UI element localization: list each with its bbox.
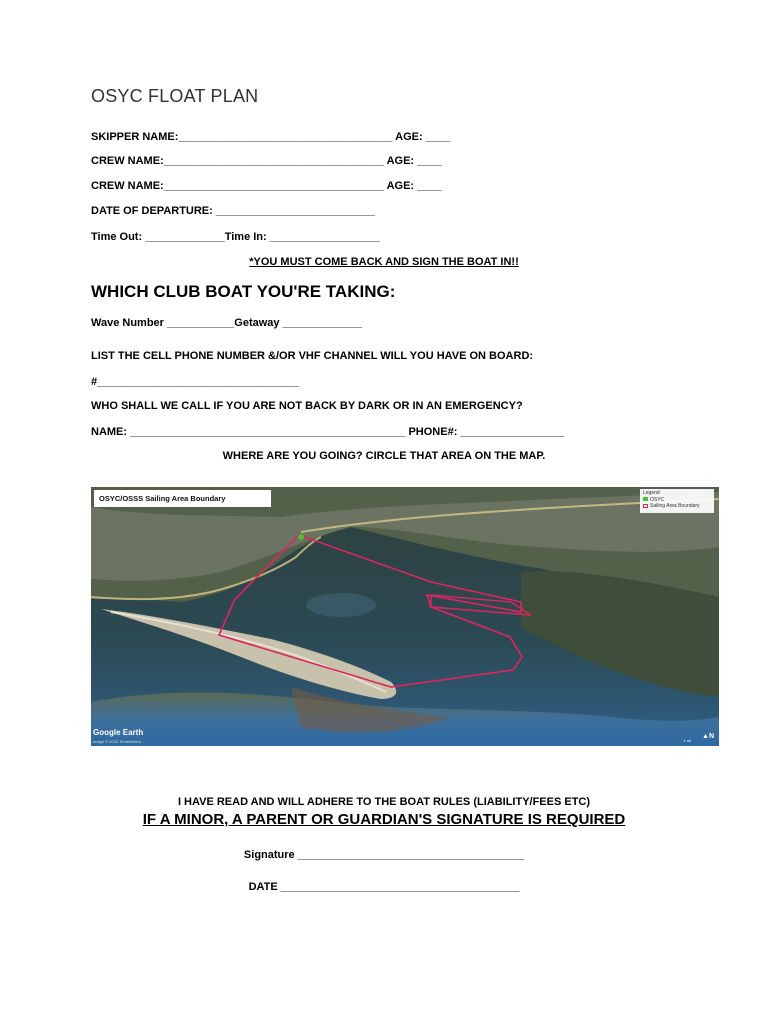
map-prompt: WHERE ARE YOU GOING? CIRCLE THAT AREA ON THE MAP.	[222, 450, 546, 462]
satellite-image	[91, 487, 719, 746]
map-scale: 1 mi	[683, 738, 691, 743]
legend-title: Legend	[643, 490, 660, 496]
google-earth-logo: Google Earth	[93, 728, 144, 737]
legend-item-boundary: Sailing Area Boundary	[643, 503, 711, 510]
time-out-in-field[interactable]: Time Out: _____________Time In: __________________	[91, 231, 380, 243]
north-arrow-icon: ▲N	[702, 733, 714, 740]
imagery-credit: Image © 2022 TerraMetrics	[93, 739, 142, 744]
osyc-marker	[298, 534, 304, 540]
return-sign-in-note: *YOU MUST COME BACK AND SIGN THE BOAT IN!!	[249, 256, 519, 268]
sailing-area-map[interactable]	[91, 487, 719, 746]
crew-name-field-2[interactable]: CREW NAME:____________________________________ AGE: ____	[91, 180, 442, 192]
signature-field[interactable]: Signature _____________________________________	[243, 849, 525, 861]
legend-item-osyc: OSYC	[643, 497, 711, 504]
boat-rules-acknowledgement: I HAVE READ AND WILL ADHERE TO THE BOAT RULES (LIABILITY/FEES ETC)	[177, 796, 591, 808]
emergency-contact-field[interactable]: NAME: _____________________________________________ PHONE#: _________________	[91, 426, 565, 438]
phone-vhf-prompt: LIST THE CELL PHONE NUMBER &/OR VHF CHANNEL WILL YOU HAVE ON BOARD:	[91, 350, 534, 362]
departure-date-field[interactable]: DATE OF DEPARTURE: __________________________	[91, 205, 375, 217]
skipper-name-field[interactable]: SKIPPER NAME:___________________________________ AGE: ____	[91, 131, 451, 143]
crew-name-field-1[interactable]: CREW NAME:____________________________________ AGE: ____	[91, 155, 442, 167]
club-boat-heading: WHICH CLUB BOAT YOU'RE TAKING:	[91, 282, 396, 301]
boat-selection-field[interactable]: Wave Number ___________Getaway _____________	[91, 317, 363, 329]
emergency-contact-prompt: WHO SHALL WE CALL IF YOU ARE NOT BACK BY DARK OR IN AN EMERGENCY?	[91, 400, 523, 412]
phone-vhf-field[interactable]: #_________________________________	[91, 376, 300, 388]
map-legend	[640, 489, 714, 513]
page-title: OSYC FLOAT PLAN	[91, 86, 259, 106]
minor-signature-notice: IF A MINOR, A PARENT OR GUARDIAN'S SIGNATURE IS REQUIRED	[142, 811, 626, 828]
map-title-label: OSYC/OSSS Sailing Area Boundary	[94, 490, 271, 507]
signoff-date-field[interactable]: DATE _______________________________________	[248, 881, 520, 893]
